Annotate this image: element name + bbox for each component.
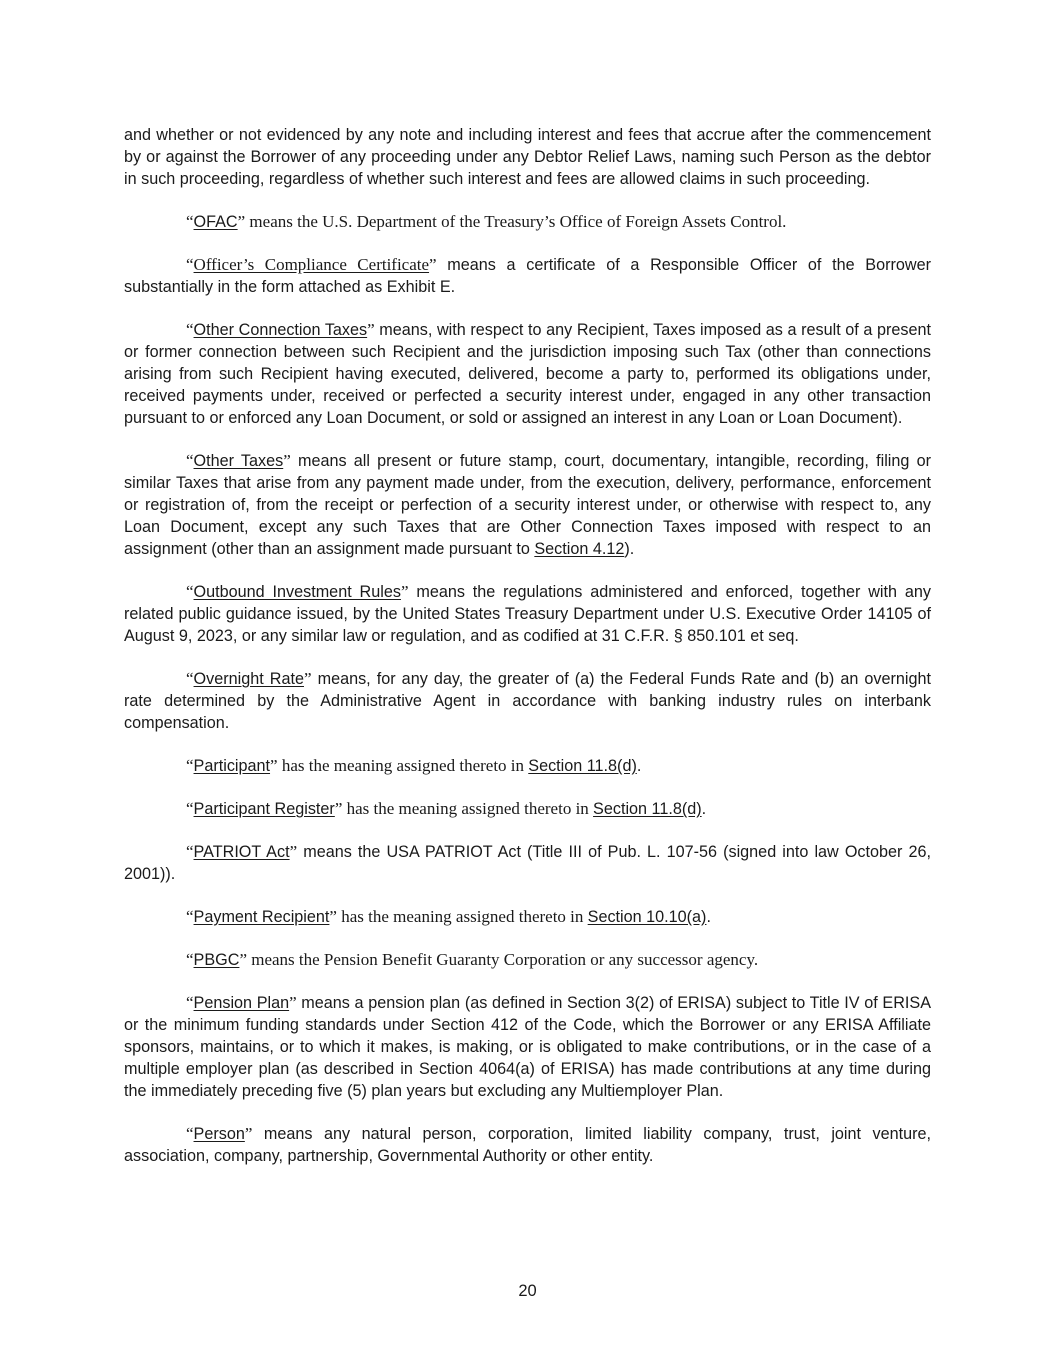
definition-overnight-rate: “Overnight Rate” means, for any day, the greater of (a) the Federal Funds Rate and (b) an overnight rate determined by the Administrative Agent in accordance with banking industry rules on interbank compensation. (124, 669, 931, 732)
section-reference: Section 10.10(a) (587, 908, 707, 926)
defined-term: OFAC (193, 213, 238, 231)
definition-payment-recipient: “Payment Recipient” has the meaning assigned thereto in Section 10.10(a). (186, 907, 711, 926)
defined-term: Outbound Investment Rules (193, 583, 401, 601)
definition-text: has the meaning assigned thereto in (342, 799, 594, 818)
defined-term: Participant (193, 757, 271, 775)
section-reference: Section 11.8(d) (593, 800, 702, 818)
definition-text: has the meaning assigned thereto in (336, 907, 588, 926)
definition-text: means a certificate of a Responsible Officer of the Borrower substantially in the form attached as Exhibit E. (124, 256, 931, 296)
definition-other-connection-taxes: “Other Connection Taxes” means, with respect to any Recipient, Taxes imposed as a result of a present or former connection between such Recipient and the jurisdiction imposing such Tax (other than connections arising from such Recipient having executed, delivered, become a party to, performed its obligations under, received payments under, received or perfected a security interest under, engaged in any other transaction pursuant to or enforced any Loan Document, or sold or assigned an interest in any Loan or Loan Document). (124, 320, 931, 427)
defined-term: PBGC (193, 951, 240, 969)
definition-text: means any natural person, corporation, limited liability company, trust, joint venture, association, company, partnership, Governmental Authority or other entity. (124, 1125, 931, 1165)
definition-outbound-investment-rules: “Outbound Investment Rules” means the regulations administered and enforced, together with any related public guidance issued, by the United States Treasury Department under U.S. Executive Order 14105 of August 9, 2023, or any similar law or regulation, and as codified at 31 C.F.R. § 850.101 et seq. (124, 582, 931, 645)
defined-term: Overnight Rate (193, 670, 304, 688)
definition-text: means the Pension Benefit Guaranty Corporation or any successor agency. (246, 950, 759, 969)
definition-person: “Person” means any natural person, corporation, limited liability company, trust, joint venture, association, company, partnership, Governmental Authority or other entity. (124, 1124, 931, 1165)
definition-text: means, for any day, the greater of (a) the Federal Funds Rate and (b) an overnight rate determined by the Administrative Agent in accordance with banking industry rules on interbank compensation. (124, 670, 931, 732)
defined-term: Officer’s Compliance Certificate (193, 255, 430, 274)
definition-participant: “Participant” has the meaning assigned thereto in Section 11.8(d). (186, 756, 642, 775)
paragraph-text: and whether or not evidenced by any note and including interest and fees that accrue after the commencement by or against the Borrower of any proceeding under any Debtor Relief Laws, naming such Person as the debtor in such proceeding, regardless of whether such interest and fees are allowed claims in such proceeding. (124, 126, 931, 188)
section-reference: Section 11.8(d) (528, 757, 637, 775)
definition-text: means a pension plan (as defined in Section 3(2) of ERISA) subject to Title IV of ERISA or the minimum funding standards under Section 412 of the Code, which the Borrower or any ERISA Affiliate sponsors, maintains, or to which it makes, is making, or is obligated to make contributions, or in the case of a multiple employer plan (as described in Section 4064(a) of ERISA) has made contributions at any time during the immediately preceding five (5) plan years but excluding any Multiemployer Plan. (124, 994, 931, 1100)
definition-text: means the regulations administered and enforced, together with any related public guidance issued, by the United States Treasury Department under U.S. Executive Order 14105 of August 9, 2023, or any similar law or regulation, and as codified at 31 C.F.R. § 850.101 et seq. (124, 583, 931, 645)
definition-participant-register: “Participant Register” has the meaning assigned thereto in Section 11.8(d). (186, 799, 707, 818)
definition-pbgc: “PBGC” means the Pension Benefit Guaranty Corporation or any successor agency. (186, 950, 759, 969)
definition-text: means, with respect to any Recipient, Taxes imposed as a result of a present or former connection between such Recipient and the jurisdiction imposing such Tax (other than connections arising from such Recipient having executed, delivered, become a party to, performed its obligations under, received payments under, received or perfected a security interest under, engaged in any other transaction pursuant to or enforced any Loan Document, or sold or assigned an interest in any Loan or Loan Document). (124, 321, 931, 427)
definition-text: means all present or future stamp, court, documentary, intangible, recording, filing or similar Taxes that arise from any payment made under, from the execution, delivery, performance, enforcement or registration of, from the receipt or perfection of a security interest under, or otherwise with respect to, any Loan Document, except any such Taxes that are Other Connection Taxes imposed with respect to an assignment (other than an assignment made pursuant to (124, 452, 931, 558)
document-body (124, 124, 931, 1188)
defined-term: Other Taxes (193, 452, 284, 470)
definition-pension-plan: “Pension Plan” means a pension plan (as defined in Section 3(2) of ERISA) subject to Title IV of ERISA or the minimum funding standards under Section 412 of the Code, which the Borrower or any ERISA Affiliate sponsors, maintains, or to which it makes, is making, or is obligated to make contributions, or in the case of a multiple employer plan (as described in Section 4064(a) of ERISA) has made contributions at any time during the immediately preceding five (5) plan years but excluding any Multiemployer Plan. (124, 993, 931, 1100)
definition-other-taxes: “Other Taxes” means all present or future stamp, court, documentary, intangible, recording, filing or similar Taxes that arise from any payment made under, from the execution, delivery, performance, enforcement or registration of, from the receipt or perfection of a security interest under, or otherwise with respect to, any Loan Document, except any such Taxes that are Other Connection Taxes imposed with respect to an assignment (other than an assignment made pursuant to Section 4.12). (124, 451, 931, 558)
defined-term: Participant Register (193, 800, 335, 818)
definition-text: has the meaning assigned thereto in (277, 756, 529, 775)
defined-term: Other Connection Taxes (193, 321, 368, 339)
page-number: 20 (518, 1282, 537, 1300)
definition-patriot-act: “PATRIOT Act” means the USA PATRIOT Act (Title III of Pub. L. 107-56 (signed into law October 26, 2001)). (124, 842, 931, 883)
defined-term: Person (193, 1125, 245, 1143)
defined-term: Payment Recipient (193, 908, 330, 926)
definition-ofac: “OFAC” means the U.S. Department of the Treasury’s Office of Foreign Assets Control. (186, 212, 787, 231)
paragraph-continuation (124, 124, 931, 190)
defined-term: Pension Plan (193, 994, 290, 1012)
definition-text: means the U.S. Department of the Treasury’s Office of Foreign Assets Control. (245, 212, 787, 231)
definition-text: means the USA PATRIOT Act (Title III of Pub. L. 107-56 (signed into law October 26, 2001)). (124, 843, 931, 883)
section-reference: Section 4.12 (534, 540, 625, 558)
defined-term: PATRIOT Act (193, 843, 290, 861)
definition-officers-compliance-certificate: “Officer’s Compliance Certificate” means a certificate of a Responsible Officer of the Borrower substantially in the form attached as Exhibit E. (124, 255, 931, 296)
